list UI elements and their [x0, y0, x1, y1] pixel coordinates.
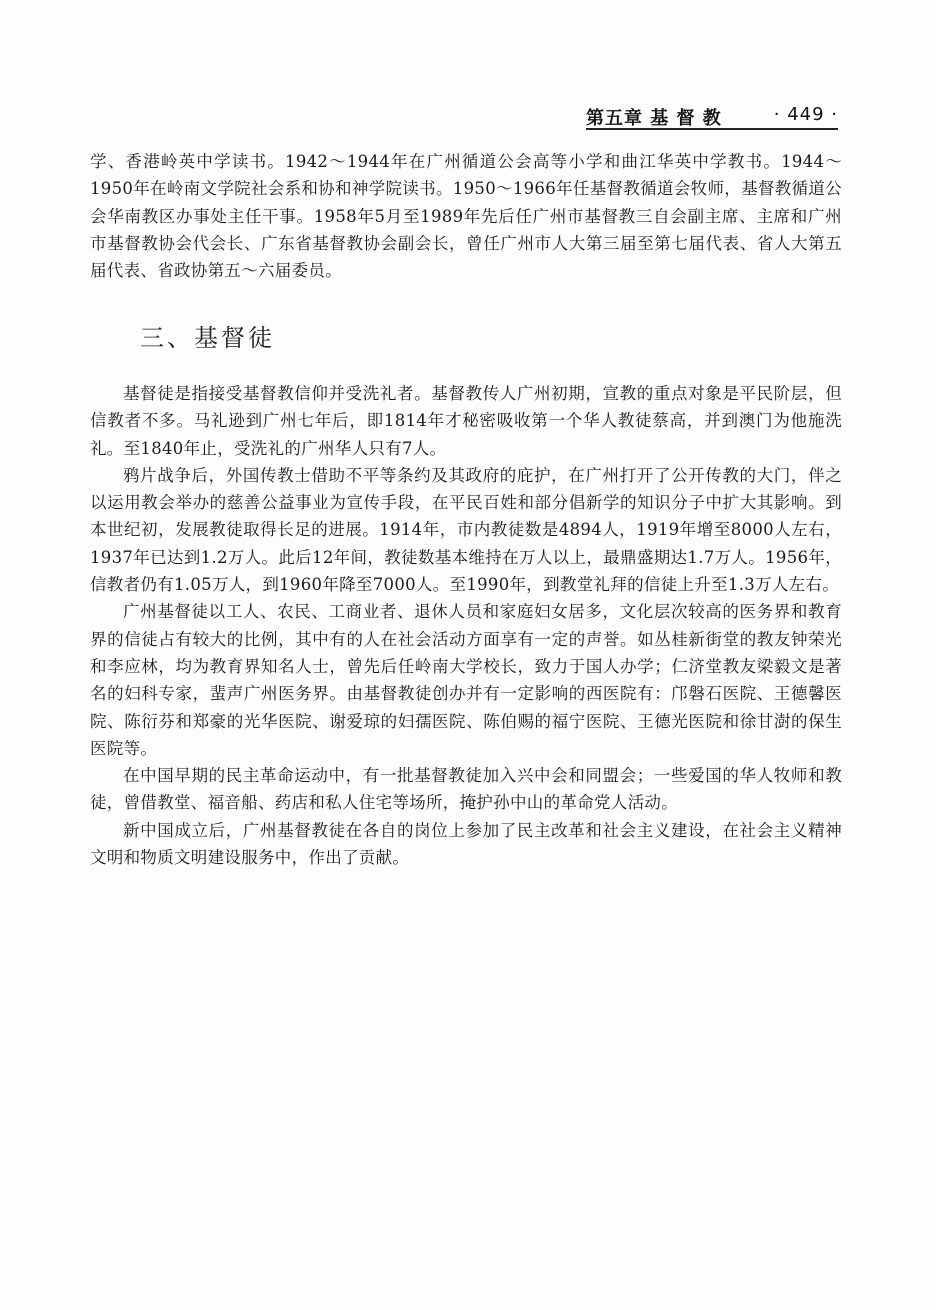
- section-body: [90, 380, 842, 871]
- continued-paragraph: 学、香港岭英中学读书。1942～1944年在广州循道公会高等小学和曲江华英中学教书。1944～1950年在岭南文学院社会系和协和神学院读书。1950～1966年任基督教循道会牧师，基督教循道公会华南教区办事处主任干事。1958年5月至1989年先后任广州市基督教三自会副主席、主席和广州市基督教协会代会长、广东省基督教协会副会长，曾任广州市人大第三届至第七届代表、省人大第五届代表、省政协第五～六届委员。: [90, 152, 842, 281]
- chapter-title: 第五章 基 督 教: [586, 108, 722, 129]
- header-rule: [586, 128, 838, 130]
- continued-text: [90, 148, 842, 284]
- paragraph: 新中国成立后，广州基督教徒在各自的岗位上参加了民主改革和社会主义建设，在社会主义精神文明和物质文明建设服务中，作出了贡献。: [90, 820, 842, 868]
- page-number: · 449 ·: [773, 104, 838, 125]
- paragraph: 鸦片战争后，外国传教士借助不平等条约及其政府的庇护，在广州打开了公开传教的大门，伴之以运用教会举办的慈善公益事业为宣传手段，在平民百姓和部分倡新学的知识分子中扩大其影响。到本世纪初，发展教徒取得长足的进展。1914年，市内教徒数是4894人，1919年增至8000人左右，1937年已达到1.2万人。此后12年间，教徒数基本维持在万人以上，最鼎盛期达1.7万人。1956年，信教者仍有1.05万人，到1960年降至7000人。至1990年，到教堂礼拜的信徒上升至1.3万人左右。: [90, 465, 842, 595]
- paragraph: 在中国早期的民主革命运动中，有一批基督教徒加入兴中会和同盟会；一些爱国的华人牧师和教徒，曾借教堂、福音船、药店和私人住宅等场所，掩护孙中山的革命党人活动。: [90, 766, 842, 813]
- section-title: 三、基督徒: [140, 324, 275, 352]
- paragraph: 广州基督徒以工人、农民、工商业者、退休人员和家庭妇女居多，文化层次较高的医务界和教育界的信徒占有较大的比例，其中有的人在社会活动方面享有一定的声誉。如丛桂新街堂的教友钟荣光和李应林，均为教育界知名人士，曾先后任岭南大学校长，致力于国人办学；仁济堂教友梁毅文是著名的妇科专家，蜚声广州医务界。由基督教徒创办并有一定影响的西医院有：邝磐石医院、王德馨医院、陈衍芬和郑豪的光华医院、谢爱琼的妇孺医院、陈伯赐的福宁医院、王德光医院和徐甘澍的保生医院等。: [90, 602, 842, 758]
- page-header: [586, 100, 838, 130]
- paragraph: 基督徒是指接受基督教信仰并受洗礼者。基督教传人广州初期，宣教的重点对象是平民阶层，但信教者不多。马礼逊到广州七年后，即1814年才秘密吸收第一个华人教徒蔡高，并到澳门为他施洗礼。至1840年止，受洗礼的广州华人只有7人。: [90, 384, 842, 458]
